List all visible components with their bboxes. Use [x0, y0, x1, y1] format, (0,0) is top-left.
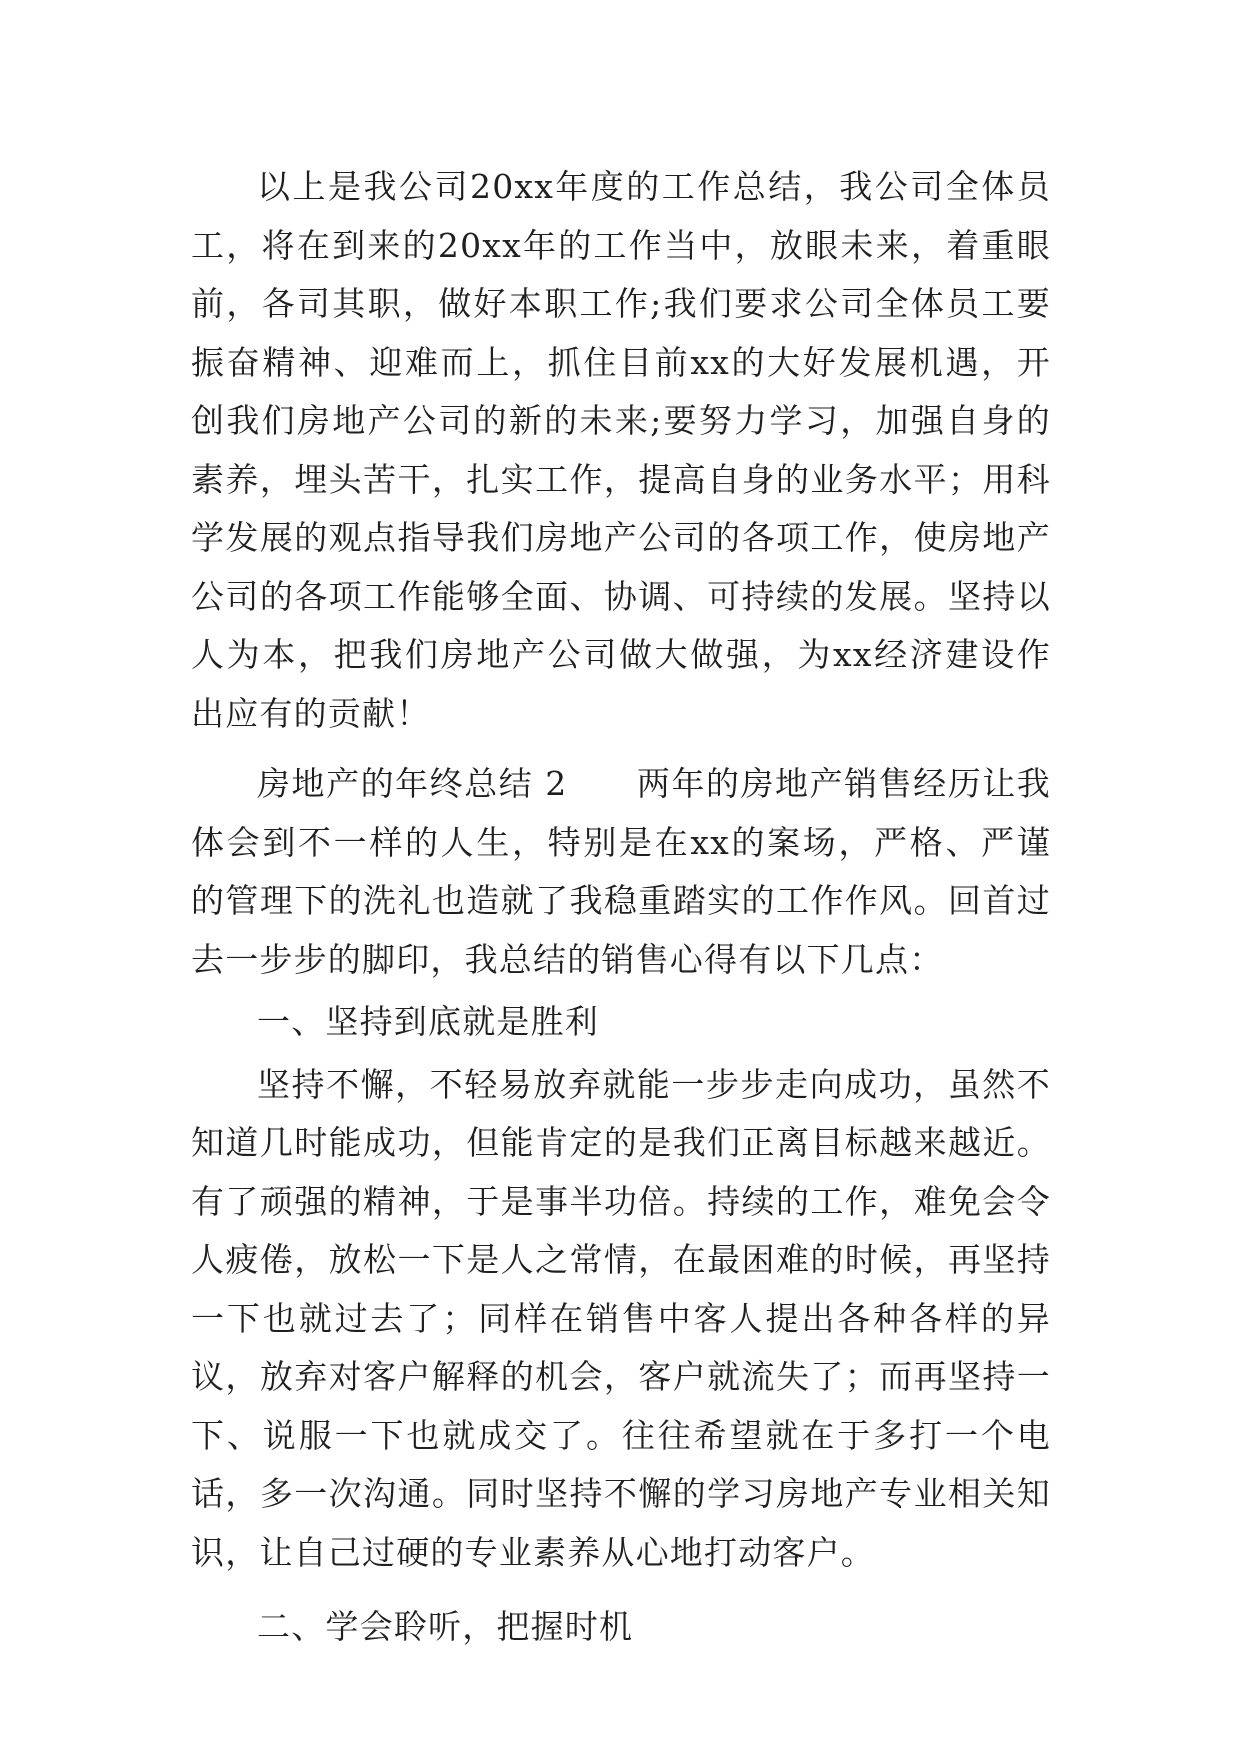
- document-body: [191, 158, 1051, 1657]
- paragraph-year-end-summary-2-intro: 房地产的年终总结 2 两年的房地产销售经历让我体会到不一样的人生，特别是在xx的案场，严格、严谨的管理下的洗礼也造就了我稳重踏实的工作作风。回首过去一步步的脚印，我总结的销售心得有以下几点：: [191, 764, 1051, 979]
- section-heading-persistence: 一、坚持到底就是胜利: [257, 1002, 599, 1041]
- paragraph-persistence: 坚持不懈，不轻易放弃就能一步步走向成功，虽然不知道几时能成功，但能肯定的是我们正离目标越来越近。有了顽强的精神，于是事半功倍。持续的工作，难免会令人疲倦，放松一下是人之常情，在最困难的时候，再坚持一下也就过去了；同样在销售中客人提出各种各样的异议，放弃对客户解释的机会，客户就流失了；而再坚持一下、说服一下也就成交了。往往希望就在于多打一个电话，多一次沟通。同时坚持不懈的学习房地产专业相关知识，让自己过硬的专业素养从心地打动客户。: [191, 1064, 1051, 1572]
- paragraph-summary-conclusion: 以上是我公司20xx年度的工作总结，我公司全体员工，将在到来的20xx年的工作当中，放眼未来，着重眼前，各司其职，做好本职工作;我们要求公司全体员工要振奋精神、迎难而上，抓住目前xx的大好发展机遇，开创我们房地产公司的新的未来;要努力学习，加强自身的素养，埋头苦干，扎实工作，提高自身的业务水平；用科学发展的观点指导我们房地产公司的各项工作，使房地产公司的各项工作能够全面、协调、可持续的发展。坚持以人为本，把我们房地产公司做大做强，为xx经济建设作出应有的贡献！: [191, 167, 1051, 733]
- section-heading-listening: 二、学会聆听，把握时机: [257, 1607, 634, 1646]
